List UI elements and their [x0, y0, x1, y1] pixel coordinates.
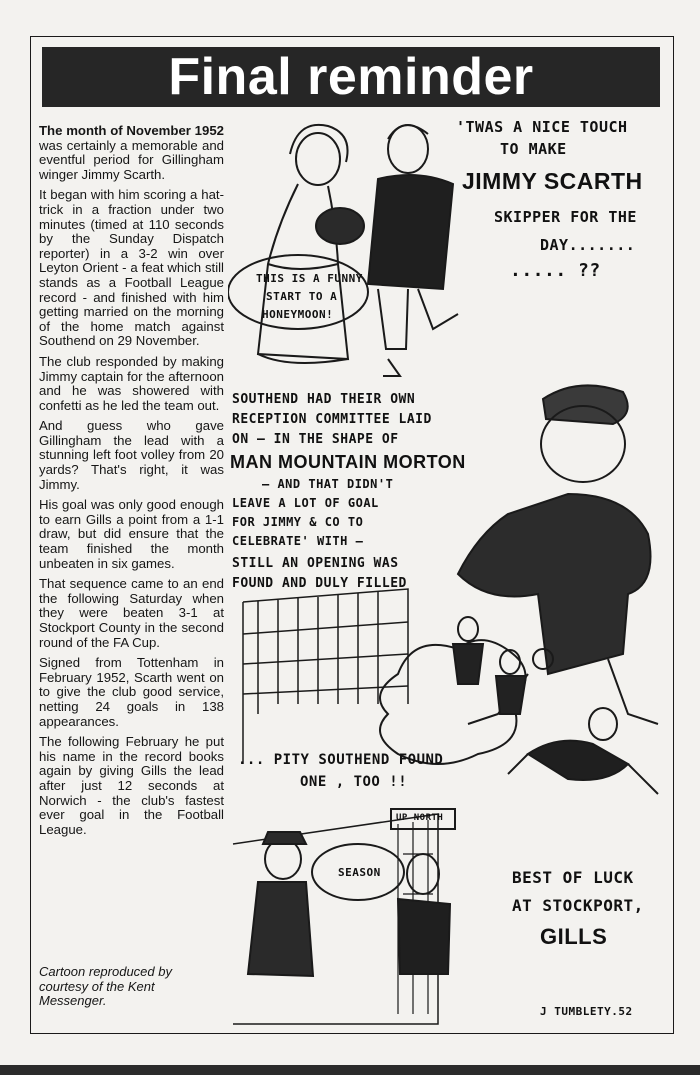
article-paragraph: It began with him scoring a hat-trick in a fraction under two minutes (timed at 110 seconds by the Sunday Dispatch reporter) in a 3-2 win over Leyton Orient - a feat which still stands as a Football League record - and finished with him getting married on the morning of the home match against Southend on 29 November. [39, 187, 224, 349]
caption-name: MAN MOUNTAIN MORTON [230, 452, 466, 472]
caption-line: ..... ?? [510, 260, 601, 281]
speech-text: HONEYMOON! [262, 308, 334, 321]
sign-text: UP NORTH [396, 813, 444, 823]
groom-figure [368, 125, 458, 376]
season-text: SEASON [338, 866, 381, 879]
caption-line: LEAVE A LOT OF GOAL [232, 496, 379, 510]
lead-rest: was certainly a memorable and eventful period for Gillingham winger Jimmy Scarth. [39, 137, 224, 182]
caption-line: AT STOCKPORT, [512, 896, 644, 915]
page-title: Final reminder [42, 47, 660, 107]
caption-line: FOUND AND DULY FILLED [232, 576, 407, 591]
caption-line: BEST OF LUCK [512, 868, 634, 887]
bouquet-shape [316, 208, 364, 244]
goal-net [243, 589, 408, 764]
cartoon-credit: Cartoon reproduced by courtesy of the Kent Messenger. [39, 964, 172, 1008]
lead-bold: The month of November 1952 [39, 123, 224, 138]
caption-name: JIMMY SCARTH [462, 168, 643, 194]
caption-line: DAY....... [540, 236, 636, 254]
caption-line: FOR JIMMY & CO TO [232, 515, 364, 529]
article-lead [39, 124, 224, 182]
article-paragraph: Signed from Tottenham in February 1952, Scarth went on to give the club good service, netting 24 goals in 138 appearances. [39, 655, 224, 729]
diving-player [508, 708, 658, 794]
article-column [39, 124, 224, 843]
caption-line: ON — IN THE SHAPE OF [232, 432, 399, 447]
caption-line: ... PITY SOUTHEND FOUND [238, 752, 444, 768]
article-paragraph: His goal was only good enough to earn Gills a point from a 1-1 draw, but did ensure that the team finished the month unbeaten in six games. [39, 497, 224, 571]
speech-text: THIS IS A FUNNY [256, 272, 363, 285]
speech-text: START TO A [266, 290, 338, 303]
caption-line: STILL AN OPENING WAS [232, 556, 399, 571]
caption-line: SKIPPER FOR THE [494, 208, 637, 226]
caption-line: — AND THAT DIDN'T [262, 477, 394, 491]
caption-line: CELEBRATE' WITH — [232, 534, 364, 548]
station-scene [233, 809, 455, 1024]
article-paragraph: The following February he put his name in the record books again by giving Gills the lead after just 12 seconds at Norwich - the club's fastest ever goal in the Football League. [39, 734, 224, 837]
caption-line: TO MAKE [500, 140, 567, 158]
page-edge [0, 1065, 700, 1075]
caption-line: 'TWAS A NICE TOUCH [456, 118, 628, 136]
goalkeeper-figure [458, 385, 658, 724]
caption-line: RECEPTION COMMITTEE LAID [232, 412, 432, 427]
caption-line: GILLS [540, 924, 608, 949]
article-paragraph: The club responded by making Jimmy captain for the afternoon and he was showered with confetti as he led the team out. [39, 353, 224, 413]
article-paragraph: That sequence came to an end the following Saturday when they were beaten 3-1 at Stockport County in the second round of the FA Cup. [39, 576, 224, 650]
article-paragraph: And guess who gave Gillingham the lead with a stunning left foot volley from 20 yards? That's right, it was Jimmy. [39, 418, 224, 492]
caption-line: SOUTHEND HAD THEIR OWN [232, 392, 416, 407]
artist-signature: J TUMBLETY.52 [540, 1005, 633, 1018]
small-player-head [458, 617, 478, 641]
caption-line: ONE , TOO !! [300, 774, 408, 790]
